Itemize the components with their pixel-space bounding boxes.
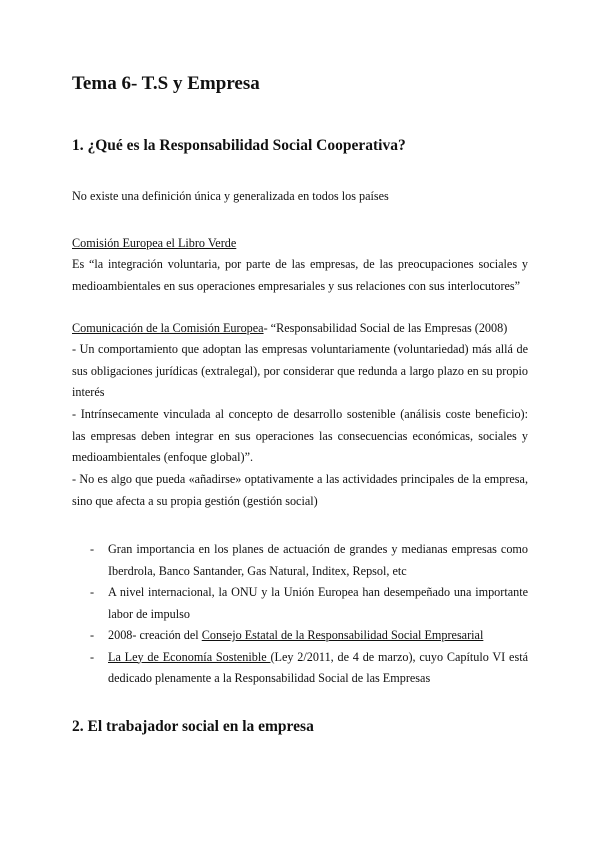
libro-verde-label-text: Comisión Europea el Libro Verde — [72, 236, 237, 250]
bullet-item — [72, 582, 528, 625]
consejo-estatal-link: Consejo Estatal de la Responsabilidad Social Empresarial — [201, 628, 484, 642]
bullet-item — [72, 539, 528, 582]
comunicacion-point-1: - Un comportamiento que adoptan las empresas voluntariamente (voluntariedad) más allá de sus obligaciones jurídicas (extralegal), por considerar que redunda a largo plazo en su propio interés — [72, 342, 528, 399]
bullet-list — [72, 539, 528, 690]
bullet-dash: - — [90, 628, 95, 642]
bullet-dash: - — [90, 649, 95, 664]
bullet-dash: - — [90, 585, 95, 599]
document-title: Tema 6- T.S y Empresa — [72, 73, 260, 94]
bullet-dash: - — [90, 542, 95, 556]
ley-economia-link: La Ley de Economía Sostenible — [108, 649, 271, 664]
comunicacion-label-text: Comunicación de la Comisión Europea — [72, 321, 264, 335]
comunicacion-label-suffix: - “Responsabilidad Social de las Empresas (2008) — [263, 321, 508, 335]
comunicacion-label — [72, 318, 528, 340]
libro-verde-label — [72, 233, 528, 255]
bullet-text: Gran importancia en los planes de actuación de grandes y medianas empresas como Iberdrola, Banco Santander, Gas Natural, Inditex, Repsol, etc — [108, 542, 528, 578]
bullet-text-prefix: 2008- creación del — [108, 628, 202, 642]
intro-paragraph: No existe una definición única y generalizada en todos los países — [72, 189, 389, 203]
section-1-heading: 1. ¿Qué es la Responsabilidad Social Cooperativa? — [72, 137, 406, 154]
bullet-text: A nivel internacional, la ONU y la Unión Europea han desempeñado una importante labor de impulso — [108, 585, 528, 621]
bullet-item — [72, 625, 528, 647]
bullet-text-suffix: (Ley 2/2011, de 4 de marzo), cuyo Capítulo VI está dedicado plenamente a la Responsabilidad Social de las Empresas — [108, 649, 528, 685]
section-2-heading: 2. El trabajador social en la empresa — [72, 718, 314, 735]
bullet-item — [72, 647, 528, 690]
comunicacion-point-3: - No es algo que pueda «añadirse» optativamente a las actividades principales de la empresa, sino que afecta a su propia gestión (gestión social) — [72, 472, 528, 508]
libro-verde-paragraph: Es “la integración voluntaria, por parte de las empresas, de las preocupaciones sociales y medioambientales en sus operaciones empresariales y sus relaciones con sus interlocutores” — [72, 257, 528, 293]
comunicacion-point-2: - Intrínsecamente vinculada al concepto de desarrollo sostenible (análisis coste beneficio): las empresas deben integrar en sus operaciones las consecuencias económicas, sociales y medioambientales (enfoque global)”. — [72, 407, 528, 464]
